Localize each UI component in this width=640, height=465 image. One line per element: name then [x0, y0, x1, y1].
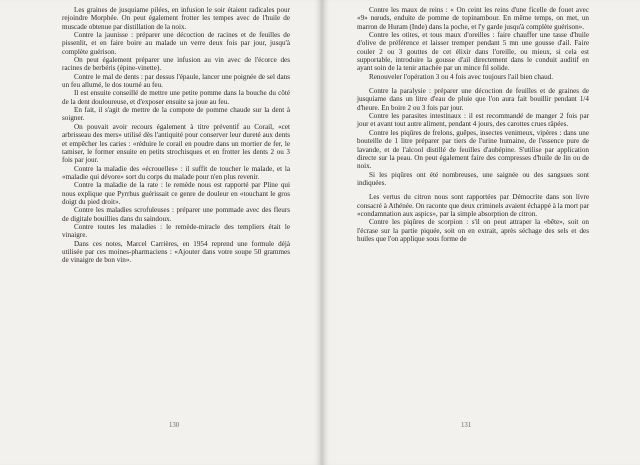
paragraph: Contre les parasites intestinaux : il est recommandé de manger 2 fois par jour et avant tout autre aliment, pendant 4 jours, des carottes crues râpées.	[357, 112, 589, 129]
paragraph: Contre les piqûres de scorpion : s'il on peut attraper la «bête», soit on l'écrase sur la partie piquée, soit on en extrait, après séchage des sels et des huiles que l'on applique sous forme de	[357, 218, 589, 243]
paragraph: Contre la jaunisse : préparer une décoction de racines et de feuilles de pissenlit, et en faire boire au malade un verre deux fois par jour, jusqu'à complète guérison.	[62, 31, 290, 56]
page-number: 130	[169, 422, 180, 429]
paragraph: Contre toutes les maladies : le remède-miracle des templiers était le vinaigre.	[62, 222, 290, 240]
paragraph: Les graines de jusquiame pilées, en infusion le soir étaient radicales pour rejoindre Morphée. On peut également frotter les tempes avec de l'huile de muscade obtenue par distillation de la noix.	[62, 6, 290, 31]
paragraph: Contre la maladie des «écrouelles» : il suffit de toucher le malade, et la «maladie qui dévore» sort du corps du malade pour n'en plus revenir.	[62, 164, 290, 181]
left-page-text	[62, 6, 290, 265]
paragraph: Contre les maladies scrofuleuses : préparer une pommade avec des fleurs de digitale bouillies dans du saindoux.	[62, 206, 290, 223]
paragraph: Contre les maux de reins : « On ceint les reins d'une ficelle de fouet avec «9» nœuds, enduite de pomme de topinambour. En même temps, on met, un marron de Huram (Inde) dans la poche, et l'y garde jusqu'à complète guérison».	[357, 6, 589, 31]
paragraph: Les vertus du citron nous sont rapportées par Démocrite dans son livre consacré à Athénée. On raconte que deux criminels avaient échappé à la mort par «condamnation aux aspics», par la simple absorption de citron.	[357, 193, 589, 218]
paragraph: Il est ensuite conseillé de mettre une petite pomme dans la bouche du côté de la dent douloureuse, et d'exposer ensuite sa joue au feu.	[62, 89, 290, 106]
paragraph: Contre le mal de dents : par dessus l'épaule, lancer une poignée de sel dans un feu allumé, le dos tourné au feu.	[62, 72, 290, 90]
right-page-text	[357, 6, 589, 243]
paragraph: Si les piqûres ont été nombreuses, une saignée ou des sangsues sont indiquées.	[357, 170, 589, 187]
paragraph: Dans ces notes, Marcel Carrières, en 1954 reprend une formule déjà utilisée par ces moines-pharmaciens : «Ajouter dans votre soupe 50 grammes de vinaigre de bon vin».	[62, 239, 290, 265]
paragraph: Contre la maladie de la rate : le remède nous est rapporté par Pline qui nous explique que Pyrrhus guérissait ce genre de douleur en «touchant le gros doigt du pied droit».	[62, 181, 290, 206]
page-number: 131	[461, 422, 472, 429]
paragraph: On pouvait avoir recours également à titre préventif au Corail, «cet arbrisseau des mers» utilisé dès l'antiquité pour conserver leur dureté aux dents et empêcher les caries : «réduire le corail en poudre dans un mortier de fer, le tamiser, le former ensuite en petits strochisques et en frotter les dents 2 ou 3 fois par jour.	[62, 122, 290, 165]
paragraph: En fait, il s'agit de mettre de la compote de pomme chaude sur la dent à soigner.	[62, 106, 290, 123]
paragraph: Contre les otites, et tous maux d'oreilles : faire chauffer une tasse d'huile d'olive de préférence et laisser tremper pendant 5 mn une gousse d'ail. Faire couler 2 ou 3 gouttes de cet élixir dans l'oreille, ou mieux, si cela est supportable, introduire la gousse d'ail directement dans le conduit auditif en ayant soin de la tenir attachée par un mince fil solide.	[357, 31, 589, 73]
right-page	[322, 0, 640, 465]
paragraph: Contre les piqûres de frelons, guêpes, insectes venimeux, vipères : dans une bouteille de 1 litre préparer par tiers de l'urine humaine, de l'essence pure de lavande, et de l'alcool distillé de feuilles d'aubépine. S'utilise par application directe sur la peau. On peut également faire des compresses d'huile de lin ou de noix.	[357, 128, 589, 171]
paragraph: On peut également préparer une infusion au vin avec de l'écorce des racines de berbéris (épine-vinette).	[62, 56, 290, 73]
paragraph: Renouveler l'opération 3 ou 4 fois avec toujours l'ail bien chaud.	[369, 72, 554, 81]
paragraph: Contre la paralysie : préparer une décoction de feuilles et de graines de jusquiame dans un litre d'eau de pluie que l'on aura fait bouillir pendant 1/4 d'heure. En boire 2 ou 3 fois par jour.	[357, 87, 589, 112]
